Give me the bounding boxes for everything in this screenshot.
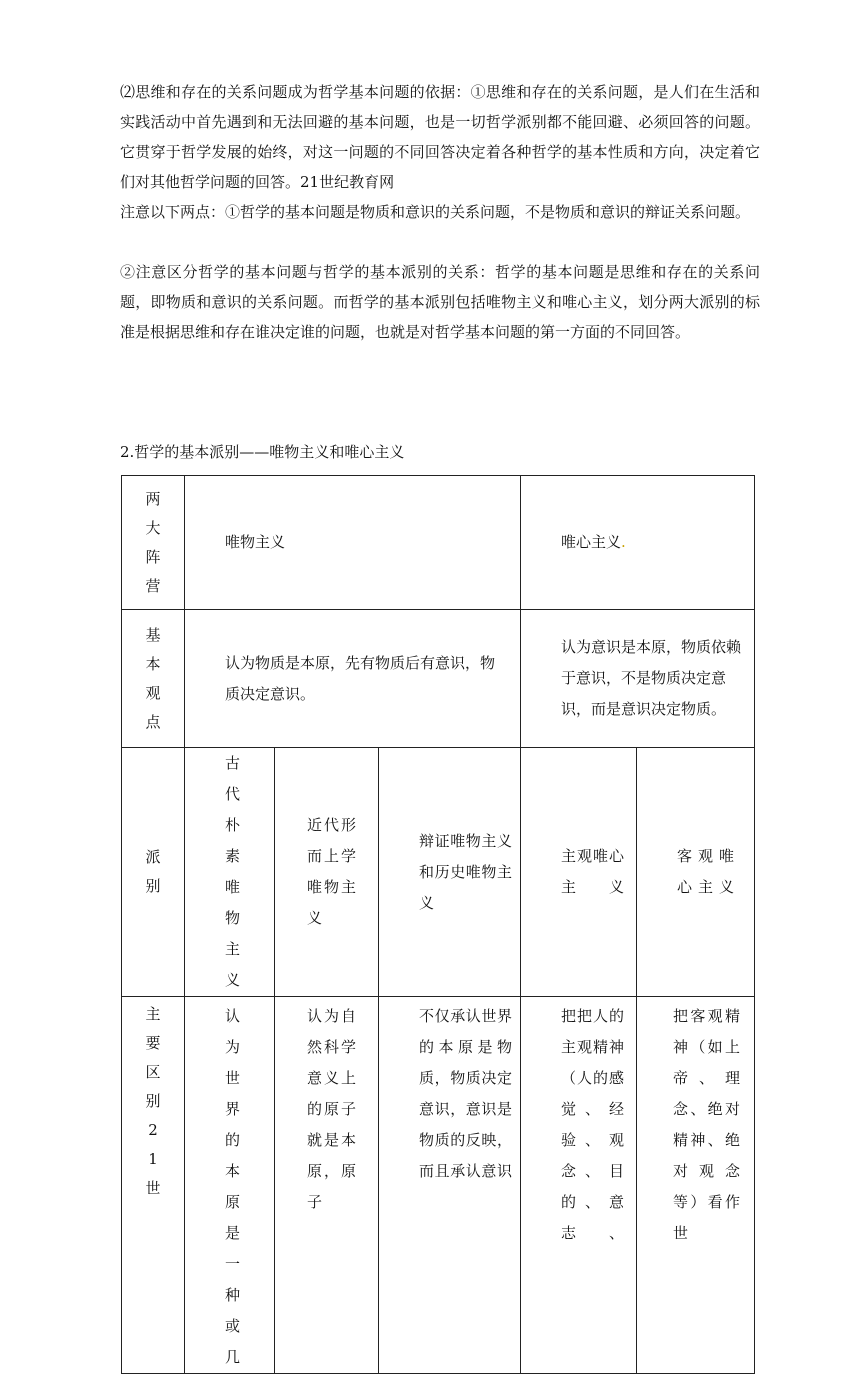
row-head-differences: 主要区别21世 <box>122 997 185 1374</box>
row-head-camps: 两大阵营 <box>122 476 185 610</box>
cell-materialism-view: 认为物质是本原，先有物质后有意识，物质决定意识。 <box>185 610 521 748</box>
table-row <box>122 997 755 1374</box>
table-row <box>122 610 755 748</box>
paragraph-note: 注意以下两点：①哲学的基本问题是物质和意识的关系问题，不是物质和意识的辩证关系问题。 <box>120 203 751 221</box>
cell-materialism: 唯物主义 <box>185 476 521 610</box>
cell-school-dialectical: 辩证唯物主义和历史唯物主义 <box>379 748 521 997</box>
cell-school-subjective: 主观唯心主义 <box>521 748 637 997</box>
cell-diff-ancient: 认为世界的本原是一种或几 <box>185 997 275 1374</box>
cell-idealism: 唯心主义. <box>521 476 755 610</box>
row-head-schools: 派别 <box>122 748 185 997</box>
section-heading: 2.哲学的基本派别——唯物主义和唯心主义 <box>120 443 405 461</box>
cell-diff-dialectical: 不仅承认世界的本原是物质，物质决定意识，意识是物质的反映，而且承认意识 <box>379 997 521 1374</box>
cell-school-objective: 客观唯心主义 <box>637 748 755 997</box>
cell-diff-subjective: 把把人的主观精神（人的感觉、经验、观念、目的、意志、 <box>521 997 637 1374</box>
cell-idealism-view: 认为意识是本原，物质依赖于意识，不是物质决定意识，而是意识决定物质。 <box>521 610 755 748</box>
row-head-views: 基本观点 <box>122 610 185 748</box>
cell-school-metaphysical: 近代形而上学唯物主义 <box>275 748 379 997</box>
cell-diff-objective: 把客观精神（如上帝、理念、绝对精神、绝对观念等）看作世 <box>637 997 755 1374</box>
schools-table <box>121 475 754 1374</box>
cell-school-ancient: 古代朴素唯物主义 <box>185 748 275 997</box>
paragraph-distinction: ②注意区分哲学的基本问题与哲学的基本派别的关系：哲学的基本问题是思维和存在的关系问题，即物质和意识的关系问题。而哲学的基本派别包括唯物主义和唯心主义，划分两大派别的标准是根据思维和存在谁决定谁的问题，也就是对哲学基本问题的第一方面的不同回答。 <box>120 263 760 341</box>
table-row <box>122 748 755 997</box>
table-row <box>122 476 755 610</box>
cell-diff-metaphysical: 认为自然科学意义上的原子就是本原，原子 <box>275 997 379 1374</box>
paragraph-basis: ⑵思维和存在的关系问题成为哲学基本问题的依据：①思维和存在的关系问题，是人们在生活和实践活动中首先遇到和无法回避的基本问题，也是一切哲学派别都不能回避、必须回答的问题。它贯穿于哲学发展的始终，对这一问题的不同回答决定着各种哲学的基本性质和方向，决定着它们对其他哲学问题的回答。21世纪教育网 <box>120 83 760 191</box>
